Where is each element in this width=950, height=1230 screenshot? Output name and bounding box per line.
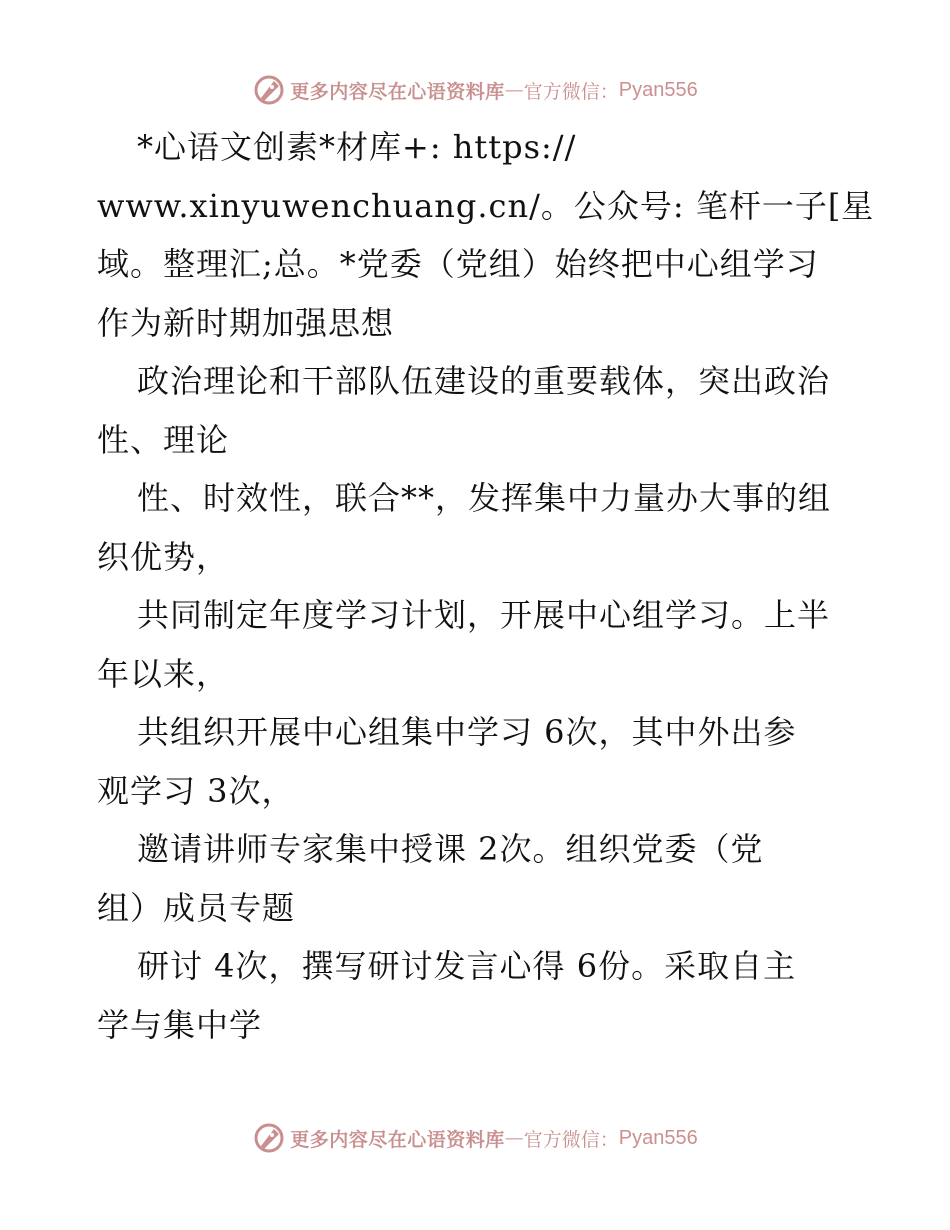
body-line: 学与集中学 xyxy=(97,1005,263,1044)
document-body xyxy=(97,118,875,1054)
body-line: 共同制定年度学习计划，开展中心组学习。上半 xyxy=(137,596,831,634)
banner-dash: — xyxy=(504,79,524,101)
footer-watermark-banner xyxy=(0,1116,950,1160)
banner-wechat-id: Pyan556 xyxy=(618,1126,698,1149)
body-line: www.xinyuwenchuang.cn/。公众号: 笔杆一子[星 xyxy=(97,186,875,225)
body-line: 作为新时期加强思想 xyxy=(97,303,395,342)
banner-main-text: 更多内容尽在心语资料库 xyxy=(290,1128,505,1151)
pen-logo-icon xyxy=(252,1121,286,1155)
banner-wechat-label: 官方微信： xyxy=(523,80,619,103)
body-line: 年以来， xyxy=(97,654,230,693)
body-line: 邀请讲师专家集中授课 2次。组织党委（党 xyxy=(137,830,764,868)
body-line: 性、理论 xyxy=(97,420,230,459)
body-line: *心语文创素*材库+: https:// xyxy=(137,128,577,166)
banner-dash: — xyxy=(504,1127,524,1149)
header-watermark-banner xyxy=(0,68,950,112)
banner-main-text: 更多内容尽在心语资料库 xyxy=(290,80,505,103)
body-line: 观学习 3次， xyxy=(97,771,295,810)
body-line: 性、时效性，联合**，发挥集中力量办大事的组 xyxy=(137,479,832,517)
body-line: 织优势， xyxy=(97,537,230,576)
body-line: 域。整理汇;总。*党委（党组）始终把中心组学习 xyxy=(97,245,819,283)
body-line: 政治理论和干部队伍建设的重要载体，突出政治 xyxy=(137,362,831,400)
banner-wechat-label: 官方微信： xyxy=(523,1128,619,1151)
body-line: 共组织开展中心组集中学习 6次，其中外出参 xyxy=(137,713,797,751)
banner-wechat-id: Pyan556 xyxy=(618,78,698,101)
body-line: 组）成员专题 xyxy=(97,888,296,927)
body-line: 研讨 4次，撰写研讨发言心得 6份。采取自主 xyxy=(137,947,797,985)
pen-logo-icon xyxy=(252,73,286,107)
